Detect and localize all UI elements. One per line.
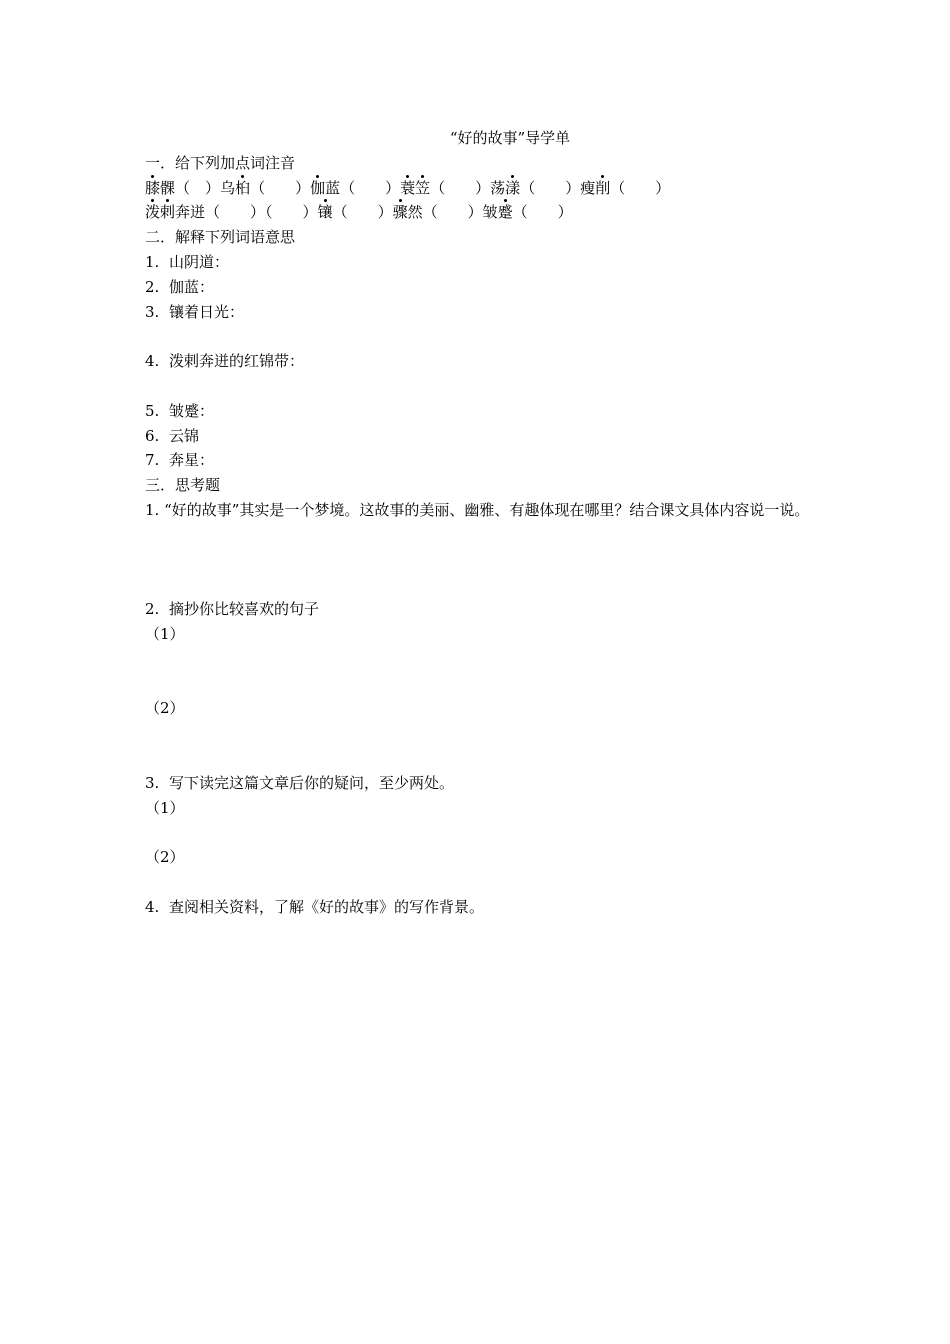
answer-space (145, 374, 815, 399)
section1-heading: 一．给下列加点词注音 (145, 153, 296, 172)
pinyin-item: 骤然（ ） (393, 203, 483, 221)
answer-label-1: （1） (145, 798, 185, 817)
question-2 (145, 597, 815, 622)
definition-item-6 (145, 424, 815, 449)
item-text: 镶着日光： (169, 302, 245, 321)
pinyin-item: 乌桕（ ） (220, 179, 310, 197)
pinyin-item: 伽蓝（ ） (310, 179, 400, 197)
dotted-char: 削 (595, 176, 610, 201)
pinyin-item (145, 203, 160, 221)
item-text: 云锦 (169, 426, 200, 445)
question-text: “好的故事”其实是一个梦境。这故事的美丽、幽雅、有趣体现在哪里？结合课文具体内容说一说。 (164, 500, 810, 519)
answer-space (145, 324, 815, 349)
item-number: 1. (145, 252, 160, 271)
dotted-char: 剌 (160, 200, 175, 225)
pinyin-item: 剌奔迸（ ）（ ） (160, 203, 318, 221)
answer-space (145, 721, 815, 771)
answer-label-2: （2） (145, 699, 185, 718)
section2-heading: 二．解释下列词语意思 (145, 228, 296, 247)
pinyin-row-2 (145, 200, 815, 225)
item-number: 2. (145, 277, 160, 296)
answer-space (145, 870, 815, 895)
question-number: 3. (145, 773, 160, 792)
answer-label-2: （2） (145, 848, 185, 867)
item-text: 泼剌奔迸的红锦带： (169, 352, 305, 371)
pinyin-item: 荡漾（ ） (490, 179, 580, 197)
worksheet-page (145, 126, 815, 920)
item-number: 5. (145, 401, 160, 420)
definition-item-2 (145, 275, 815, 300)
answer-space (145, 647, 815, 697)
definition-item-1 (145, 250, 815, 275)
pinyin-item (400, 179, 415, 197)
item-number: 4. (145, 352, 160, 371)
answer-space (145, 523, 815, 597)
pinyin-row-1 (145, 176, 815, 201)
definition-item-7 (145, 448, 815, 473)
pinyin-item: 皱蹙（ ） (483, 203, 573, 221)
dotted-char: 笠 (415, 176, 430, 201)
page-title: “好的故事”导学单 (449, 129, 571, 147)
question-number: 2. (145, 600, 160, 619)
dotted-char: 漾 (505, 176, 520, 201)
question-3 (145, 771, 815, 796)
answer-space (145, 820, 815, 845)
dotted-char: 镶 (318, 200, 333, 225)
pinyin-item: 瘦削（ ） (580, 179, 670, 197)
dotted-char: 膝 (145, 176, 160, 201)
item-text: 伽蓝： (169, 277, 215, 296)
pinyin-item: 镶（ ） (318, 203, 393, 221)
dotted-char: 桕 (235, 176, 250, 201)
pinyin-item: 笠（ ） (415, 179, 490, 197)
dotted-char: 蓑 (400, 176, 415, 201)
definition-item-4 (145, 349, 815, 374)
question-text: 摘抄你比较喜欢的句子 (169, 600, 320, 619)
item-text: 皱蹙： (169, 401, 215, 420)
question-text: 查阅相关资料，了解《好的故事》的写作背景。 (169, 897, 485, 916)
definition-item-3 (145, 300, 815, 325)
item-text: 奔星： (169, 451, 215, 470)
question-1 (145, 498, 815, 523)
item-number: 7. (145, 451, 160, 470)
question-number: 4. (145, 897, 160, 916)
item-number: 6. (145, 426, 160, 445)
pinyin-item: 膝髁（ ） (145, 179, 220, 197)
dotted-char: 伽 (310, 176, 325, 201)
question-4 (145, 895, 815, 920)
dotted-char: 蹙 (498, 200, 513, 225)
definition-item-5 (145, 399, 815, 424)
answer-label-1: （1） (145, 624, 185, 643)
item-text: 山阴道： (169, 252, 230, 271)
dotted-char: 泼 (145, 200, 160, 225)
question-number: 1. (145, 500, 160, 519)
item-number: 3. (145, 302, 160, 321)
question-text: 写下读完这篇文章后你的疑问，至少两处。 (169, 773, 455, 792)
section3-heading: 三．思考题 (145, 476, 221, 495)
dotted-char: 骤 (393, 200, 408, 225)
